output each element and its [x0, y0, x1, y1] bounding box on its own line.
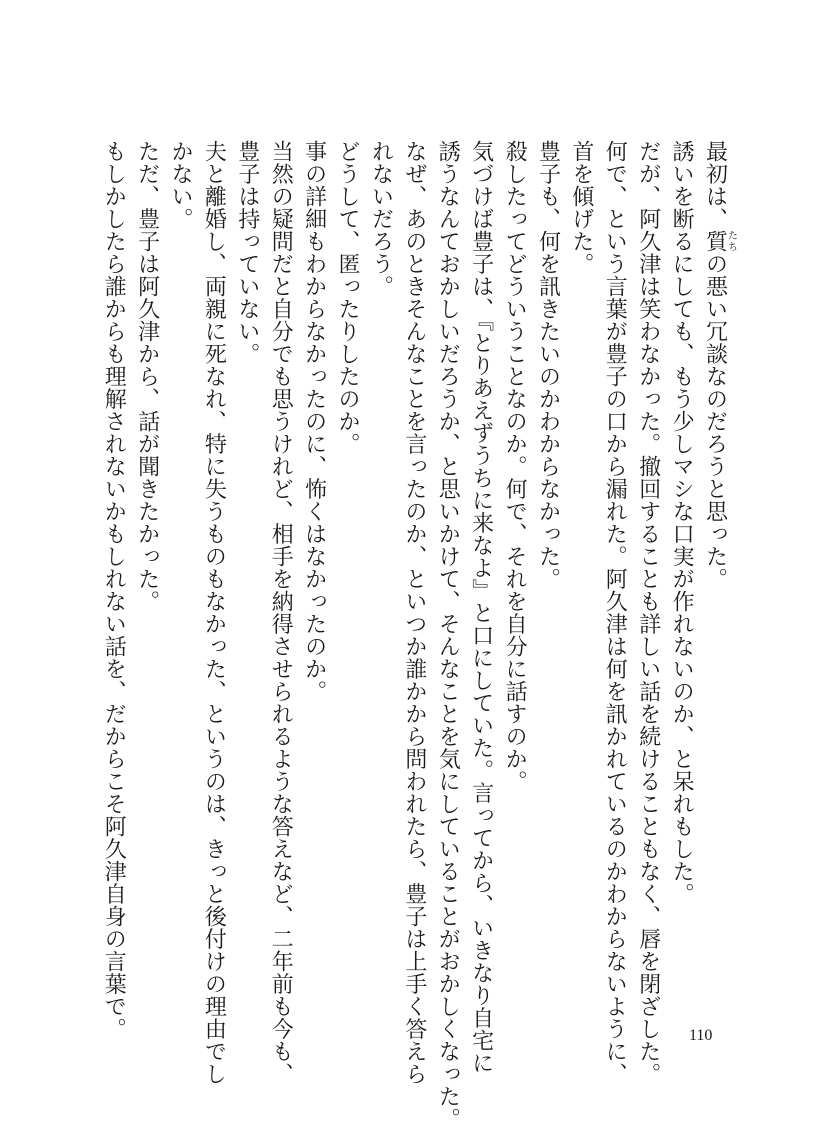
text-line: もしかしたら誰からも理解されないかもしれない話を、だからこそ阿久津自身の言葉で。 [101, 140, 127, 1040]
text-line: だが、阿久津は笑わなかった。撤回することも詳しい話を続けることもなく、唇を閉ざした。 [635, 140, 661, 1085]
text-line: かない。 [168, 140, 193, 230]
text-line: れないだろう。 [368, 140, 394, 298]
text-line: 当然の疑問だと自分でも思うけれど、相手を納得させられるような答えなど、二年前も今も、 [268, 140, 294, 1085]
text-line: 気づけば豊子は、『とりあえずうちに来なよ』と口にしていた。言ってから、いきなり自宅に [468, 140, 494, 1074]
ruby-annotation: 質たち [702, 230, 737, 253]
text-line: 殺したってどういうことなのか。何で、それを自分に話すのか。 [502, 140, 528, 793]
text-line: なぜ、あのときそんなことを言ったのか、といつか誰かから問われたら、豊子は上手く答えら [401, 140, 427, 1085]
text-line: 最初は、質たちの悪い冗談なのだろうと思った。 [702, 140, 737, 590]
page-number: 110 [689, 1027, 713, 1044]
text-line: どうして、匿ったりしたのか。 [335, 140, 361, 455]
text-line: 豊子も、何を訊きたいのかわからなかった。 [535, 140, 561, 590]
text-line: 豊子は持っていない。 [234, 140, 260, 365]
text-line: 誘うなんておかしいだろうか、と思いかけて、そんなことを気にしていることがおかしくなった。 [435, 140, 461, 1130]
text-line: ただ、豊子は阿久津から、話が聞きたかった。 [134, 140, 160, 613]
text-line: 何で、という言葉が豊子の口から漏れた。阿久津は何を訊かれているのかわからないように、 [602, 140, 628, 1085]
text-line: 首を傾げた。 [568, 140, 594, 275]
text-line: 誘いを断るにしても、もう少しマシな口実が作れないのか、と呆れもした。 [669, 140, 695, 905]
text-line: 夫と離婚し、両親に死なれ、特に失うものもなかった、というのは、きっと後付けの理由でし [201, 140, 227, 1085]
text-line: 事の詳細もわからなかったのに、怖くはなかったのか。 [301, 140, 327, 703]
